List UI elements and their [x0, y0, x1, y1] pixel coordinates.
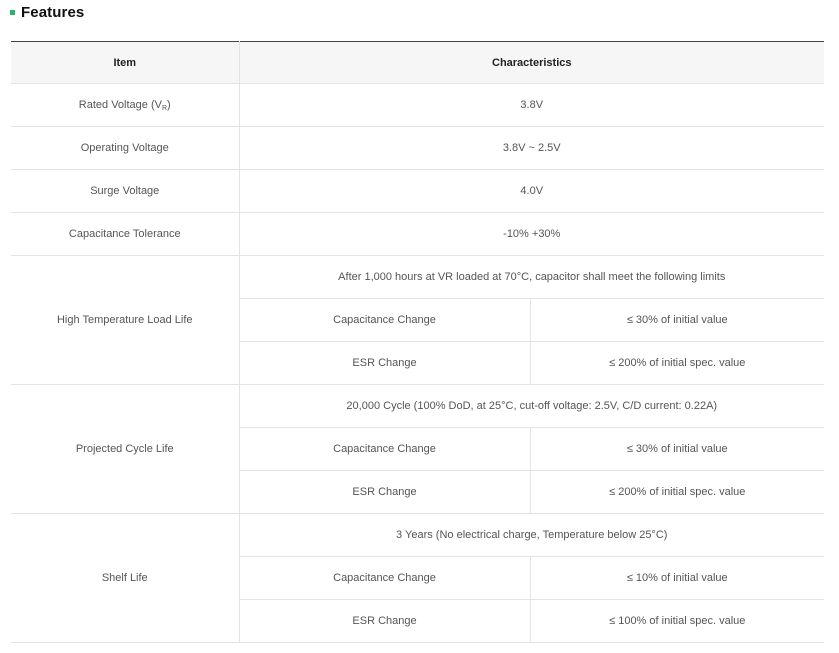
table-row: [11, 213, 824, 256]
table-row: [11, 84, 824, 127]
rated-voltage-label-end: ): [167, 98, 171, 111]
cycle-life-esr-change-name: ESR Change: [239, 471, 530, 514]
table-row: [11, 127, 824, 170]
heading-title: Features: [21, 3, 85, 21]
shelf-life-label: Shelf Life: [11, 514, 239, 643]
operating-voltage-value: 3.8V ~ 2.5V: [239, 127, 824, 170]
projected-cycle-life-label: Projected Cycle Life: [11, 385, 239, 514]
table-row: [11, 514, 824, 557]
table-row: [11, 256, 824, 299]
header-row: [11, 42, 824, 84]
rated-voltage-subscript: R: [161, 104, 168, 112]
high-temp-esr-change-value: ≤ 200% of initial spec. value: [530, 342, 824, 385]
rated-voltage-value: 3.8V: [239, 84, 824, 127]
high-temp-condition: After 1,000 hours at VR loaded at 70°C, capacitor shall meet the following limits: [239, 256, 824, 299]
cycle-life-condition: 20,000 Cycle (100% DoD, at 25°C, cut-off voltage: 2.5V, C/D current: 0.22A): [239, 385, 824, 428]
features-table: [11, 41, 824, 643]
cycle-life-esr-change-value: ≤ 200% of initial spec. value: [530, 471, 824, 514]
header-item: Item: [11, 42, 239, 84]
section-heading: [10, 3, 84, 21]
table-row: [11, 385, 824, 428]
bullet-icon: [10, 10, 15, 15]
high-temp-load-life-label: High Temperature Load Life: [11, 256, 239, 385]
table-row: [11, 170, 824, 213]
cycle-life-cap-change-name: Capacitance Change: [239, 428, 530, 471]
cycle-life-cap-change-value: ≤ 30% of initial value: [530, 428, 824, 471]
header-characteristics: Characteristics: [239, 42, 824, 84]
rated-voltage-label: [11, 84, 239, 127]
surge-voltage-value: 4.0V: [239, 170, 824, 213]
shelf-life-esr-change-name: ESR Change: [239, 600, 530, 643]
capacitance-tolerance-label: Capacitance Tolerance: [11, 213, 239, 256]
shelf-life-condition: 3 Years (No electrical charge, Temperature below 25°C): [239, 514, 824, 557]
high-temp-esr-change-name: ESR Change: [239, 342, 530, 385]
shelf-life-cap-change-value: ≤ 10% of initial value: [530, 557, 824, 600]
shelf-life-cap-change-name: Capacitance Change: [239, 557, 530, 600]
capacitance-tolerance-value: -10% +30%: [239, 213, 824, 256]
operating-voltage-label: Operating Voltage: [11, 127, 239, 170]
rated-voltage-label-text: Rated Voltage (V: [78, 98, 162, 111]
high-temp-cap-change-value: ≤ 30% of initial value: [530, 299, 824, 342]
high-temp-cap-change-name: Capacitance Change: [239, 299, 530, 342]
surge-voltage-label: Surge Voltage: [11, 170, 239, 213]
shelf-life-esr-change-value: ≤ 100% of initial spec. value: [530, 600, 824, 643]
